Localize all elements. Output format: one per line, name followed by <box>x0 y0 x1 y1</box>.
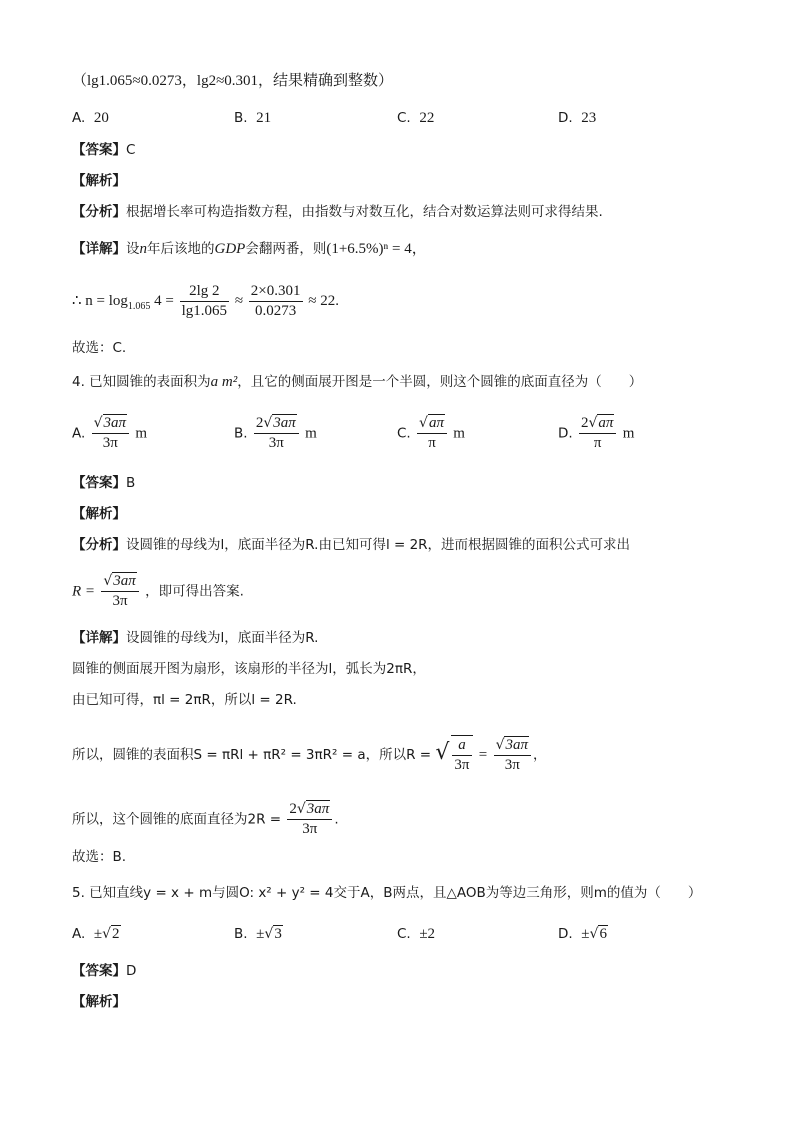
option-text: ± <box>256 926 265 942</box>
fraction-denominator: 3π <box>454 757 470 773</box>
radicand: 6 <box>599 926 607 942</box>
option-text: 22 <box>419 110 435 126</box>
option-text: 23 <box>581 110 597 126</box>
q5-option-b <box>234 926 283 943</box>
option-letter: A. <box>72 110 86 126</box>
option-letter: C. <box>397 110 411 126</box>
q4-option-a <box>72 414 147 453</box>
fraction-denominator: 3π <box>268 435 284 451</box>
formula-fraction <box>101 572 138 611</box>
option-unit: m <box>135 425 147 442</box>
q3-detail <box>72 240 427 258</box>
radicand: 3aπ <box>306 801 330 817</box>
q4-answer <box>72 474 135 492</box>
radical-sign: √ <box>495 736 505 753</box>
fenxi-tag: 【分析】 <box>72 537 126 553</box>
option-letter: C. <box>397 926 411 942</box>
radical-sign: √ <box>588 415 598 431</box>
fraction-denominator: 3π <box>504 756 520 773</box>
answer-value: C <box>126 142 136 158</box>
calc-fraction-2 <box>249 282 303 321</box>
radicand: aπ <box>428 415 444 431</box>
stem-unit: a m² <box>210 374 238 390</box>
q5-answer <box>72 962 136 980</box>
q3-analysis-tag: 【解析】 <box>72 173 126 189</box>
answer-tag: 【答案】 <box>72 475 126 491</box>
answer-value: B <box>126 475 136 491</box>
q5-stem: 5. 已知直线y = x + m与圆O: x² + y² = 4交于A，B两点，且△AOB为等边三角形，则m的值为（ ） <box>72 885 702 901</box>
option-unit: m <box>305 425 317 442</box>
option-letter: D. <box>558 926 573 942</box>
option-letter: A. <box>72 926 86 942</box>
q4-fenxi-formula <box>72 572 244 611</box>
calc-log-base: 1.065 <box>127 300 151 312</box>
radicand: 3aπ <box>505 736 528 753</box>
fraction-numerator: 2lg 2 <box>180 282 229 302</box>
detail-text: 会翻两番，则 <box>245 241 327 257</box>
fraction-coefficient: 2 <box>580 415 589 431</box>
option-text: ±2 <box>419 926 436 942</box>
fenxi-text: 设圆锥的母线为l，底面半径为R.由已知可得l = 2R，进而根据圆锥的面积公式可求出 <box>126 537 631 553</box>
radical-sign: √ <box>435 740 450 765</box>
radical-sign: √ <box>263 415 273 431</box>
radicand: 3aπ <box>273 415 296 431</box>
option-letter: A. <box>72 425 86 442</box>
fenxi-tag: 【分析】 <box>72 204 126 220</box>
option-letter: B. <box>234 110 248 126</box>
fraction-denominator: 3π <box>302 821 318 837</box>
calc-prefix: ∴ n = log <box>72 292 128 309</box>
calc-approx: ≈ <box>234 292 244 309</box>
detail-tag: 【详解】 <box>72 241 126 257</box>
option-unit: m <box>622 425 635 442</box>
radical-sign: √ <box>589 926 599 942</box>
q3-choose: 故选：C. <box>72 340 127 356</box>
q3-option-c <box>397 110 434 127</box>
q4-detail-line-2: 圆锥的侧面展开图为扇形，该扇形的半径为l，弧长为2πR， <box>72 661 426 677</box>
q4-stem <box>72 373 642 391</box>
detail-text: 设 <box>126 241 140 257</box>
option-fraction <box>417 414 447 453</box>
detail-text: 年后该地的 <box>147 241 215 257</box>
radicand: 3aπ <box>103 415 127 431</box>
fraction-denominator: 3π <box>102 435 118 451</box>
detail-tail: ， <box>533 747 547 763</box>
option-text: ± <box>581 926 590 942</box>
radical-sign: √ <box>103 573 113 589</box>
calc-arg: 4 = <box>154 292 174 309</box>
option-text: 21 <box>256 110 272 126</box>
fraction-numerator: a <box>452 736 471 756</box>
option-text: ± <box>93 926 103 942</box>
detail-fraction-1 <box>451 735 472 775</box>
q3-option-a <box>72 110 109 127</box>
calc-fraction-1 <box>180 282 229 321</box>
detail-equals: = <box>478 747 488 763</box>
q3-calculation <box>72 282 339 321</box>
fenxi-text: 根据增长率可构造指数方程，由指数与对数互化，结合对数运算法则可求得结果. <box>126 204 603 220</box>
option-letter: D. <box>558 110 573 126</box>
detail-tail: . <box>334 811 339 828</box>
q5-option-d <box>558 926 608 943</box>
detail-fraction-2 <box>494 736 531 775</box>
q5-analysis-tag: 【解析】 <box>72 994 126 1010</box>
fraction-denominator: π <box>593 435 602 451</box>
fraction-coefficient: 2 <box>255 415 264 431</box>
stem-text: 4. 已知圆锥的表面积为 <box>72 374 211 390</box>
q5-option-a <box>72 926 121 943</box>
q4-option-d <box>558 414 634 453</box>
q4-choose: 故选：B. <box>72 849 127 865</box>
q4-detail-line-1 <box>72 629 318 647</box>
detail-var-n: n <box>139 241 147 257</box>
radicand: 3aπ <box>113 573 136 589</box>
fraction-denominator: π <box>428 435 436 451</box>
detail-text: 所以，这个圆锥的底面直径为2R = <box>72 811 282 828</box>
radicand: 3 <box>274 926 282 942</box>
stem-text: ，且它的侧面展开图是一个半圆，则这个圆锥的底面直径为（ ） <box>237 374 643 390</box>
detail-text: 所以，圆锥的表面积S = πRl + πR² = 3πR² = a，所以R = <box>72 747 432 763</box>
radical-sign: √ <box>419 415 428 431</box>
radical-sign: √ <box>264 926 274 942</box>
q4-fenxi <box>72 536 630 554</box>
q4-detail-line-3: 由已知可得，πl = 2πR，所以l = 2R. <box>72 692 297 708</box>
detail-equation: (1+6.5%)ⁿ = 4， <box>326 241 427 257</box>
q4-detail-line-5 <box>72 800 339 839</box>
q3-fenxi <box>72 203 603 221</box>
q3-option-d <box>558 110 596 127</box>
answer-tag: 【答案】 <box>72 142 126 158</box>
q4-analysis-tag: 【解析】 <box>72 506 126 522</box>
fraction-denominator: lg1.065 <box>181 303 228 319</box>
option-letter: B. <box>234 926 248 942</box>
option-fraction <box>579 414 616 453</box>
q4-option-c <box>397 414 465 453</box>
q5-option-c <box>397 926 435 943</box>
q4-option-b <box>234 414 317 453</box>
radicand: aπ <box>598 415 614 431</box>
fraction-coefficient: 2 <box>289 801 297 817</box>
option-fraction <box>254 414 299 453</box>
formula-lhs: R = <box>72 583 96 600</box>
q4-detail-line-4 <box>72 735 547 775</box>
detail-fraction-3 <box>287 800 332 839</box>
radical-sign: √ <box>296 801 306 817</box>
formula-tail: ，即可得出答案. <box>145 583 244 600</box>
calc-result: ≈ 22. <box>308 292 339 309</box>
answer-value: D <box>126 963 137 979</box>
option-letter: B. <box>234 425 248 442</box>
option-text: 20 <box>93 110 109 126</box>
q3-option-b <box>234 110 271 127</box>
option-unit: m <box>453 425 465 442</box>
radical-sign: √ <box>102 926 112 942</box>
fraction-denominator: 3π <box>112 593 128 609</box>
hint-line: （lg1.065≈0.0273，lg2≈0.301，结果精确到整数） <box>72 73 394 89</box>
option-letter: D. <box>558 425 573 442</box>
option-fraction <box>92 414 129 453</box>
answer-tag: 【答案】 <box>72 963 126 979</box>
detail-tag: 【详解】 <box>72 630 126 646</box>
detail-text: 设圆锥的母线为l，底面半径为R. <box>126 630 319 646</box>
detail-gdp: GDP <box>214 241 246 257</box>
radical-sign: √ <box>93 415 103 431</box>
q3-answer <box>72 141 135 159</box>
radicand: 2 <box>112 926 120 942</box>
fraction-numerator: 2×0.301 <box>249 282 303 302</box>
fraction-denominator: 0.0273 <box>255 303 297 319</box>
option-letter: C. <box>397 425 411 442</box>
